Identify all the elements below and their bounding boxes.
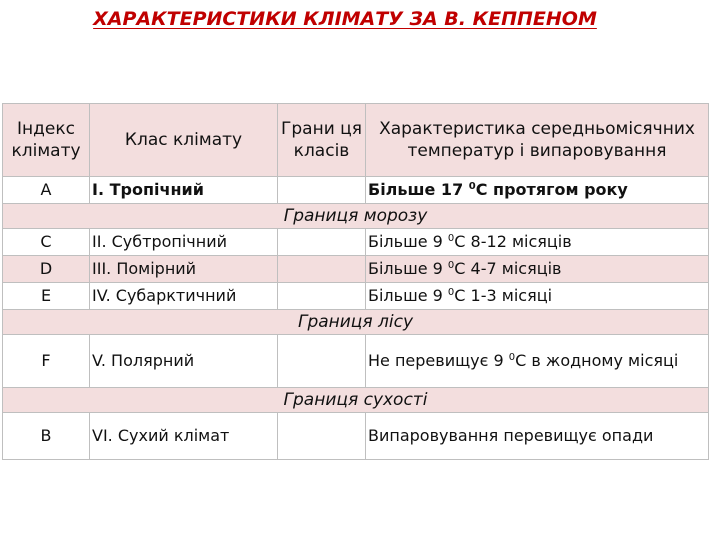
header-characteristic: Характеристика середньомісячних температур і випаровування — [366, 104, 709, 177]
border-row — [3, 204, 709, 229]
row-b-class: VI. Сухий клімат — [90, 413, 278, 460]
table-row — [3, 256, 709, 283]
row-d-index: D — [3, 256, 90, 283]
row-b-characteristic: Випаровування перевищує опади — [366, 413, 709, 460]
row-f-index: F — [3, 335, 90, 388]
table-row — [3, 335, 709, 388]
row-f-border — [278, 335, 366, 388]
row-a-index: A — [3, 177, 90, 204]
row-f-characteristic: Не перевищує 9 $^0$C в жодному місяці — [366, 335, 709, 388]
table-row — [3, 283, 709, 310]
table-row — [3, 177, 709, 204]
row-f-class: V. Полярний — [90, 335, 278, 388]
border-frost: Границя морозу — [3, 204, 709, 229]
row-e-index: E — [3, 283, 90, 310]
row-c-index: C — [3, 229, 90, 256]
row-d-class: III. Помірний — [90, 256, 278, 283]
page-title: ХАРАКТЕРИСТИКИ КЛІМАТУ ЗА В. КЕППЕНОМ — [93, 8, 597, 30]
climate-table — [2, 103, 709, 460]
row-e-class: IV. Субарктичний — [90, 283, 278, 310]
row-b-index: B — [3, 413, 90, 460]
border-dry: Границя сухості — [3, 388, 709, 413]
table-header-row — [3, 104, 709, 177]
border-forest: Границя лісу — [3, 310, 709, 335]
row-d-characteristic: Більше 9 $^0$C 4-7 місяців — [366, 256, 709, 283]
table-row — [3, 413, 709, 460]
table-row — [3, 229, 709, 256]
row-a-characteristic: Більше 17 $^0$C протягом року — [366, 177, 709, 204]
header-border: Грани ця класів — [278, 104, 366, 177]
row-d-border — [278, 256, 366, 283]
row-c-border — [278, 229, 366, 256]
header-class: Клас клімату — [90, 104, 278, 177]
row-e-characteristic: Більше 9 $^0$C 1-3 місяці — [366, 283, 709, 310]
header-index: Індекс клімату — [3, 104, 90, 177]
row-b-border — [278, 413, 366, 460]
row-c-characteristic: Більше 9 $^0$C 8-12 місяців — [366, 229, 709, 256]
row-c-class: II. Субтропічний — [90, 229, 278, 256]
border-row — [3, 388, 709, 413]
row-e-border — [278, 283, 366, 310]
border-row — [3, 310, 709, 335]
row-a-border — [278, 177, 366, 204]
row-a-class: I. Тропічний — [90, 177, 278, 204]
